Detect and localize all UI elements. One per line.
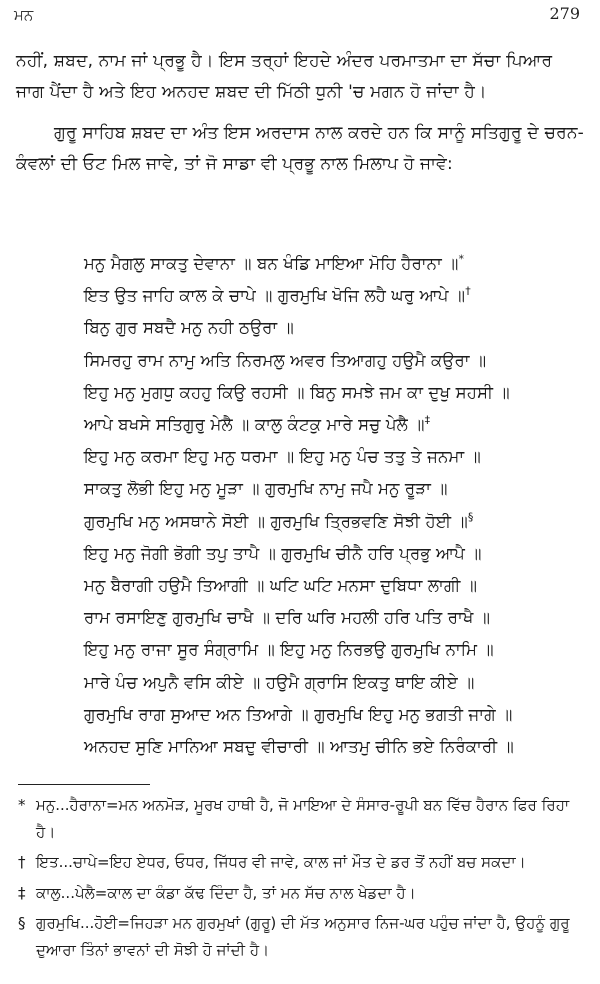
body-text (16, 46, 584, 190)
verse-text: ਮਾਰੇ ਪੰਚ ਅਪੁਨੈ ਵਸਿ ਕੀਏ ॥ ਹਉਮੈ ਗ੍ਰਾਸਿ ਇਕਤੁ ਥਾਇ ਕੀਏ ॥ (84, 672, 475, 692)
verse-line (84, 538, 596, 570)
footnote-mark: † (465, 284, 471, 298)
verse-text: ਇਤ ਉਤ ਜਾਹਿ ਕਾਲ ਕੇ ਚਾਪੇ ॥ ਗੁਰਮੁਖਿ ਖੋਜਿ ਲਹੈ ਘਰੁ ਆਪੇ ॥ (84, 286, 466, 306)
verse-text: ਇਹੁ ਮਨੁ ਜੋਗੀ ਭੋਗੀ ਤਪੁ ਤਾਪੈ ॥ ਗੁਰਮੁਖਿ ਚੀਨੈ ਹਰਿ ਪ੍ਰਭੁ ਆਪੈ ॥ (84, 543, 482, 563)
verse-line (84, 312, 596, 344)
footnote (18, 910, 586, 963)
verse-text: ਗੁਰਮੁਖਿ ਰਾਗ ਸੁਆਦ ਅਨ ਤਿਆਗੇ ॥ ਗੁਰਮੁਖਿ ਇਹੁ ਮਨੁ ਭਗਤੀ ਜਾਗੇ ॥ (84, 704, 513, 724)
footnote-text: ਮਨੁ...ਹੈਰਾਨਾ=ਮਨ ਅਨਮੋੜ, ਮੂਰਖ ਹਾਥੀ ਹੈ, ਜੋ ਮਾਇਆ ਦੇ ਸੰਸਾਰ-ਰੂਪੀ ਬਨ ਵਿੱਚ ਹੈਰਾਨ ਫਿਰ ਰਿਹਾ ਹੈ। (36, 796, 570, 841)
footnotes (18, 792, 586, 963)
verse-line (84, 441, 596, 473)
footnote-divider (18, 784, 150, 785)
verse-line (84, 473, 596, 505)
verse-line (84, 570, 596, 602)
footnote-symbol: † (18, 853, 26, 871)
verse-line (84, 731, 596, 763)
verse-line (84, 602, 596, 634)
verse-line (84, 280, 596, 312)
verse-text: ਆਪੇ ਬਖਸੇ ਸਤਿਗੁਰੁ ਮੇਲੈ ॥ ਕਾਲੁ ਕੰਟਕੁ ਮਾਰੇ ਸਚੁ ਪੇਲੈ ॥ (84, 415, 425, 435)
footnote-mark: § (467, 510, 474, 524)
footnote-symbol: * (18, 796, 26, 814)
verse-text: ਮਨੁ ਬੈਰਾਗੀ ਹਉਮੈ ਤਿਆਗੀ ॥ ਘਟਿ ਘਟਿ ਮਨਸਾ ਦੁਬਿਧਾ ਲਾਗੀ ॥ (84, 576, 478, 596)
footnote-symbol: ‡ (18, 883, 26, 902)
footnote-symbol: § (18, 914, 26, 932)
verse-block (84, 248, 596, 763)
running-header: ਮਨ (14, 6, 34, 24)
verse-line (84, 409, 596, 441)
verse-text: ਇਹੁ ਮਨੁ ਰਾਜਾ ਸੂਰ ਸੰਗ੍ਰਾਮਿ ॥ ਇਹੁ ਮਨੁ ਨਿਰਭਉ ਗੁਰਮੁਖਿ ਨਾਮਿ ॥ (84, 640, 494, 660)
footnote-mark: * (458, 252, 465, 266)
footnote (18, 849, 586, 876)
verse-text: ਇਹੁ ਮਨੁ ਕਰਮਾ ਇਹੁ ਮਨੁ ਧਰਮਾ ॥ ਇਹੁ ਮਨੁ ਪੰਚ ਤਤੁ ਤੇ ਜਨਮਾ ॥ (84, 447, 481, 467)
verse-line (84, 506, 596, 538)
footnote (18, 880, 586, 907)
verse-line (84, 667, 596, 699)
verse-line (84, 699, 596, 731)
footnote-mark: ‡ (424, 413, 431, 427)
verse-line (84, 248, 596, 280)
verse-text: ਅਨਹਦ ਸੁਣਿ ਮਾਨਿਆ ਸਬਦੁ ਵੀਚਾਰੀ ॥ ਆਤਮੁ ਚੀਨਿ ਭਏ ਨਿਰੰਕਾਰੀ ॥ (84, 737, 514, 757)
footnote (18, 792, 586, 845)
paragraph: ਨਹੀਂ, ਸ਼ਬਦ, ਨਾਮ ਜਾਂ ਪ੍ਰਭੂ ਹੈ। ਇਸ ਤਰ੍ਹਾਂ ਇਹਦੇ ਅੰਦਰ ਪਰਮਾਤਮਾ ਦਾ ਸੱਚਾ ਪਿਆਰ ਜਾਗ ਪੈਂਦਾ ਹੈ ਅਤੇ ਇਹ ਅਨਹਦ ਸ਼ਬਦ ਦੀ ਮਿੱਠੀ ਧੁਨੀ 'ਚ ਮਗਨ ਹੋ ਜਾਂਦਾ ਹੈ। (16, 51, 553, 102)
footnote-text: ਗੁਰਮੁਖਿ...ਹੋਈ=ਜਿਹੜਾ ਮਨ ਗੁਰਮੁਖਾਂ (ਗੁਰੂ) ਦੀ ਮੱਤ ਅਨੁਸਾਰ ਨਿਜ-ਘਰ ਪਹੁੰਚ ਜਾਂਦਾ ਹੈ, ਉਹਨੂੰ ਗੁਰੂ ਦੁਆਰਾ ਤਿੰਨਾਂ ਭਾਵਨਾਂ ਦੀ ਸੋਝੀ ਹੋ ਜਾਂਦੀ ਹੈ। (36, 914, 570, 959)
footnote-text: ਕਾਲੁ...ਪੇਲੈ=ਕਾਲ ਦਾ ਕੰਡਾ ਕੱਢ ਦਿੰਦਾ ਹੈ, ਤਾਂ ਮਨ ਸੱਚ ਨਾਲ ਖੇਡਦਾ ਹੈ। (36, 883, 416, 902)
verse-text: ਬਿਨੁ ਗੁਰ ਸਬਦੈ ਮਨੁ ਨਹੀ ਠਉਰਾ ॥ (84, 318, 294, 338)
verse-text: ਗੁਰਮੁਖਿ ਮਨੁ ਅਸਥਾਨੇ ਸੋਈ ॥ ਗੁਰਮੁਖਿ ਤ੍ਰਿਭਵਣਿ ਸੋਝੀ ਹੋਈ ॥ (84, 511, 468, 531)
verse-text: ਮਨੁ ਮੈਗਲੁ ਸਾਕਤੁ ਦੇਵਾਨਾ ॥ ਬਨ ਖੰਡਿ ਮਾਇਆ ਮੋਹਿ ਹੈਰਾਨਾ ॥ (84, 254, 459, 273)
verse-text: ਰਾਮ ਰਸਾਇਣੁ ਗੁਰਮੁਖਿ ਚਾਖੈ ॥ ਦਰਿ ਘਰਿ ਮਹਲੀ ਹਰਿ ਪਤਿ ਰਾਖੈ ॥ (84, 608, 491, 628)
verse-text: ਸਾਕਤੁ ਲੋਭੀ ਇਹੁ ਮਨੁ ਮੂੜਾ ॥ ਗੁਰਮੁਖਿ ਨਾਮੁ ਜਪੈ ਮਨੁ ਰੂੜਾ ॥ (84, 479, 448, 499)
verse-line (84, 345, 596, 377)
verse-line (84, 634, 596, 666)
verse-line (84, 377, 596, 409)
verse-text: ਇਹੁ ਮਨੁ ਮੁਗਧੁ ਕਹਹੁ ਕਿਉ ਰਹਸੀ ॥ ਬਿਨੁ ਸਮਝੇ ਜਮ ਕਾ ਦੁਖੁ ਸਹਸੀ ॥ (84, 382, 510, 402)
page-number: 279 (549, 4, 580, 23)
paragraph: ਗੁਰੂ ਸਾਹਿਬ ਸ਼ਬਦ ਦਾ ਅੰਤ ਇਸ ਅਰਦਾਸ ਨਾਲ ਕਰਦੇ ਹਨ ਕਿ ਸਾਨੂੰ ਸਤਿਗੁਰੂ ਦੇ ਚਰਨ-ਕੰਵਲਾਂ ਦੀ ਓਟ ਮਿਲ ਜਾਵੇ, ਤਾਂ ਜੋ ਸਾਡਾ ਵੀ ਪ੍ਰਭੂ ਨਾਲ ਮਿਲਾਪ ਹੋ ਜਾਵੇ: (16, 123, 585, 174)
verse-text: ਸਿਮਰਹੁ ਰਾਮ ਨਾਮੁ ਅਤਿ ਨਿਰਮਲੁ ਅਵਰ ਤਿਆਗਹੁ ਹਉਮੈ ਕਉਰਾ ॥ (84, 350, 487, 370)
footnote-text: ਇਤ...ਚਾਪੇ=ਇਹ ਏਧਰ, ਓਧਰ, ਜਿੱਧਰ ਵੀ ਜਾਵੇ, ਕਾਲ ਜਾਂ ਮੌਤ ਦੇ ਡਰ ਤੋਂ ਨਹੀਂ ਬਚ ਸਕਦਾ। (36, 853, 526, 871)
